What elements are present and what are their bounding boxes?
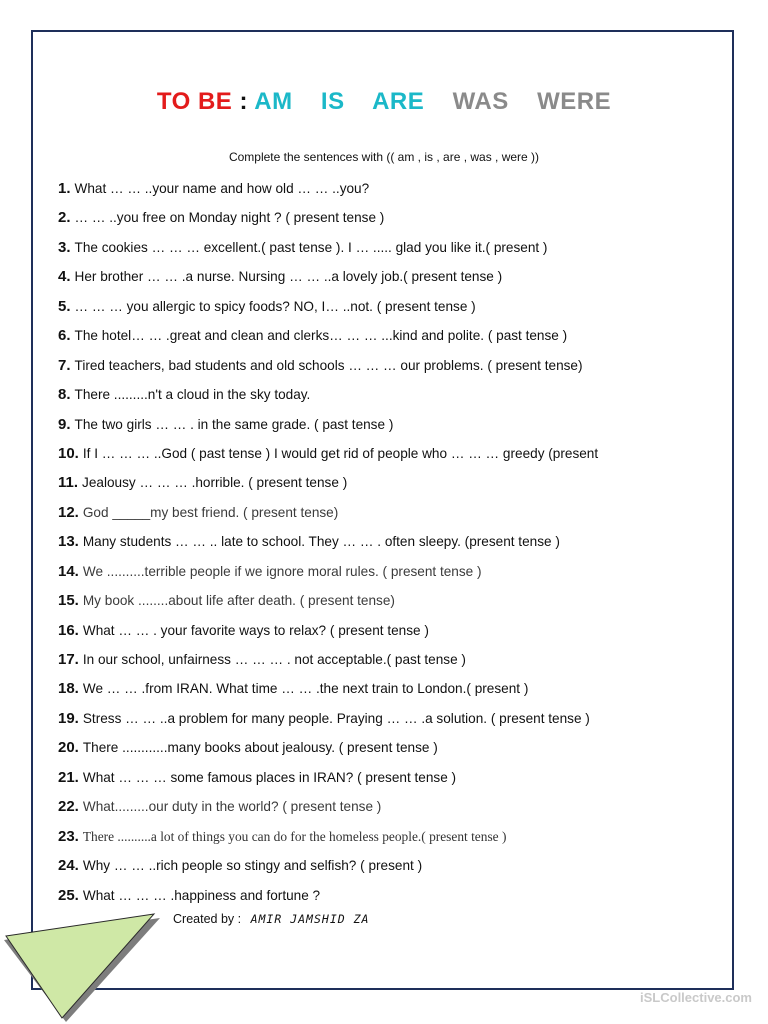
- title-was: WAS: [452, 88, 509, 115]
- exercise-item: 18. We … … .from IRAN. What time … … .the next train to London.( present ): [58, 680, 529, 698]
- exercise-item: 21. What … … … some famous places in IRAN? ( present tense ): [58, 768, 457, 786]
- exercise-item: 24. Why … … ..rich people so stingy and selfish? ( present ): [58, 857, 423, 875]
- credit-label: Created by :: [173, 912, 242, 926]
- exercise-item: 17. In our school, unfairness … … … . not acceptable.( past tense ): [58, 651, 466, 668]
- title-to-be: TO BE: [156, 88, 233, 115]
- site-watermark: iSLCollective.com: [640, 990, 752, 1005]
- exercise-item: 7. Tired teachers, bad students and old schools … … … our problems. ( present tense): [58, 356, 583, 374]
- title-were: WERE: [537, 88, 612, 115]
- exercise-item: 12. God _____my best friend. ( present tense): [58, 503, 339, 521]
- exercise-item: 10. If I … … … ..God ( past tense ) I would get rid of people who … … … greedy (present: [58, 444, 599, 462]
- instructions: Complete the sentences with (( am , is , are , was , were )): [228, 150, 540, 164]
- title-are: ARE: [372, 88, 425, 115]
- exercise-item: 20. There ............many books about jealousy. ( present tense ): [58, 739, 438, 757]
- exercise-item: 2. … … ..you free on Monday night ? ( present tense ): [58, 209, 385, 227]
- exercise-item: 6. The hotel… … .great and clean and clerks… … … ...kind and polite. ( past tense ): [58, 327, 568, 345]
- exercise-item: 15. My book ........about life after death. ( present tense): [58, 592, 395, 610]
- exercise-item: 11. Jealousy … … … .horrible. ( present tense ): [58, 474, 348, 492]
- exercise-item: 4. Her brother … … .a nurse. Nursing … … ..a lovely job.( present tense ): [58, 268, 503, 286]
- exercise-item: 23. There ..........a lot of things you can do for the homeless people.( present tense ): [58, 827, 507, 845]
- exercise-item: 25. What … … … .happiness and fortune ?: [58, 886, 321, 904]
- exercise-item: 19. Stress … … ..a problem for many people. Praying … … .a solution. ( present tense ): [58, 709, 590, 727]
- exercise-item: 1. What … … ..your name and how old … … ..you?: [58, 180, 370, 197]
- title-colon: :: [239, 88, 248, 115]
- exercise-item: 5. … … … you allergic to spicy foods? NO, I… ..not. ( present tense ): [58, 297, 476, 315]
- worksheet-title: [0, 88, 768, 116]
- decorative-triangle: [0, 900, 180, 1024]
- exercise-item: 14. We ..........terrible people if we ignore moral rules. ( present tense ): [58, 562, 482, 580]
- exercise-item: 3. The cookies … … … excellent.( past tense ). I … ..... glad you like it.( present ): [58, 238, 548, 256]
- exercise-item: 13. Many students … … .. late to school. They … … . often sleepy. (present tense ): [58, 533, 560, 551]
- author-name: AMIR JAMSHID ZA: [250, 912, 370, 926]
- exercise-list: [58, 178, 708, 914]
- title-is: IS: [320, 88, 345, 115]
- exercise-item: 22. What.........our duty in the world? ( present tense ): [58, 798, 382, 816]
- exercise-item: 9. The two girls … … . in the same grade. ( past tense ): [58, 415, 394, 433]
- title-am: AM: [254, 88, 293, 115]
- author-credit: [173, 912, 369, 926]
- exercise-item: 16. What … … . your favorite ways to relax? ( present tense ): [58, 621, 429, 639]
- exercise-item: 8. There .........n't a cloud in the sky today.: [58, 386, 311, 404]
